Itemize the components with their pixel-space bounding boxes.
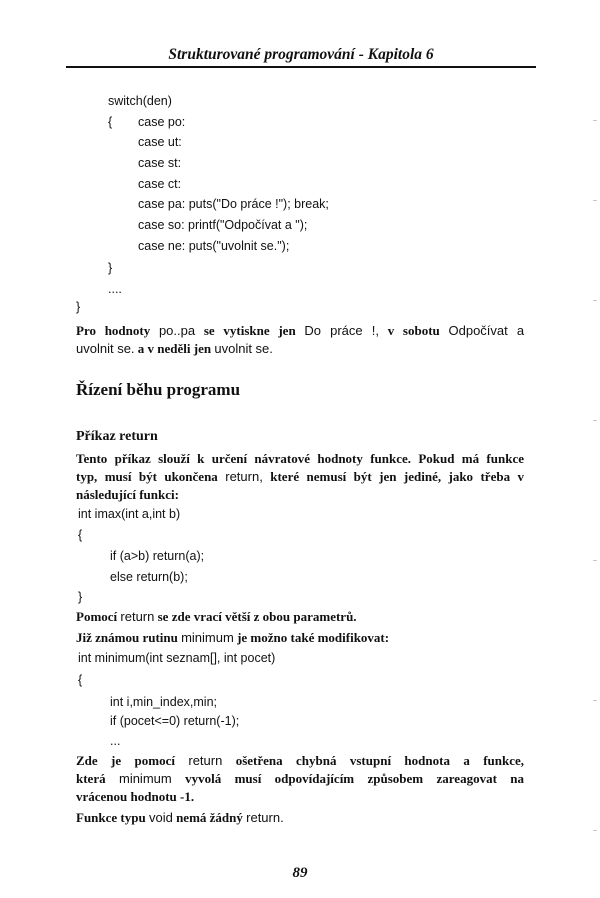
code-line: ...	[110, 734, 121, 748]
text-run: která	[76, 771, 106, 786]
paragraph-line	[76, 468, 524, 486]
header-rule	[66, 66, 536, 68]
inline-code: return	[120, 609, 155, 624]
inline-code: uvolnit se.	[76, 341, 135, 356]
code-line: {	[108, 115, 113, 129]
paragraph-line	[76, 770, 524, 788]
code-line: case so: printf("Odpočívat a ");	[138, 218, 308, 232]
paragraph-line	[76, 629, 524, 647]
code-line: case pa: puts("Do práce !"); break;	[138, 197, 329, 211]
scan-edge-mark	[593, 830, 597, 831]
paragraph-line	[76, 450, 524, 468]
code-line: }	[108, 261, 113, 275]
inline-code: Do práce !,	[304, 323, 379, 338]
page-number: 89	[292, 865, 308, 881]
text-run: v sobotu	[387, 323, 440, 338]
text-run: Pro hodnoty	[76, 323, 151, 338]
text-run: se vytiskne jen	[203, 323, 296, 338]
inline-code: void	[148, 810, 173, 825]
text-run: vrácenou hodnotu -1.	[76, 789, 195, 804]
paragraph-line	[76, 788, 524, 806]
scan-edge-mark	[593, 560, 597, 561]
scan-edge-mark	[593, 200, 597, 201]
text-run: Funkce typu	[76, 810, 146, 825]
inline-code: Odpočívat a	[448, 323, 525, 338]
inline-code: return,	[225, 469, 263, 484]
inline-code: minimum	[118, 771, 172, 786]
scan-edge-mark	[593, 120, 597, 121]
code-line: {	[78, 528, 83, 542]
paragraph-line	[76, 486, 524, 504]
text-run: je možno také modifikovat:	[237, 630, 390, 645]
running-header: Strukturované programování - Kapitola 6	[168, 46, 434, 63]
code-line: int minimum(int seznam[], int pocet)	[78, 651, 276, 665]
subsection-heading: Příkaz return	[76, 429, 158, 444]
inline-code: minimum	[181, 630, 234, 645]
inline-code: return	[188, 753, 223, 768]
scan-edge-mark	[593, 700, 597, 701]
text-run: vyvolá musí odpovídajícím způsobem zareagovat na	[185, 771, 524, 786]
code-line: case ne: puts("uvolnit se.");	[138, 239, 290, 253]
inline-code: return.	[246, 810, 284, 825]
paragraph-line	[76, 340, 524, 358]
scan-edge-mark	[593, 420, 597, 421]
paragraph-line	[76, 809, 524, 827]
paragraph-line	[76, 752, 524, 770]
code-line: case ct:	[138, 177, 182, 191]
code-line: case st:	[138, 156, 182, 170]
text-run: a v neděli jen	[137, 341, 212, 356]
text-run: následující funkci:	[76, 487, 179, 502]
paragraph	[76, 322, 524, 340]
text-run: které nemusí být jen jediné, jako třeba v	[270, 469, 524, 484]
code-line: case po:	[138, 115, 186, 129]
text-run: ošetřena chybná vstupní hodnota a funkce,	[235, 753, 525, 768]
code-line: int i,min_index,min;	[110, 695, 217, 709]
paragraph-line	[76, 608, 524, 626]
code-line: {	[78, 673, 83, 687]
text-run: typ, musí být ukončena	[76, 469, 218, 484]
code-line: ....	[108, 282, 122, 296]
inline-code: uvolnit se.	[214, 341, 273, 356]
text-run: Tento příkaz slouží k určení návratové hodnoty funkce. Pokud má funkce	[76, 451, 524, 466]
code-line: else return(b);	[110, 570, 188, 584]
code-line: if (pocet<=0) return(-1);	[110, 714, 240, 728]
code-line: if (a>b) return(a);	[110, 549, 205, 563]
text-run: Již známou rutinu	[76, 630, 178, 645]
section-heading: Řízení běhu programu	[76, 380, 241, 399]
text-run: se zde vrací větší z obou parametrů.	[157, 609, 357, 624]
text-run: nemá žádný	[176, 810, 243, 825]
inline-code: po..pa	[158, 323, 196, 338]
code-line: int imax(int a,int b)	[78, 507, 181, 521]
scan-edge-mark	[593, 300, 597, 301]
code-line: }	[78, 590, 83, 604]
text-run: Pomocí	[76, 609, 118, 624]
text-run: Zde je pomocí	[76, 753, 175, 768]
code-line: }	[76, 300, 81, 314]
code-line: switch(den)	[108, 94, 172, 108]
code-line: case ut:	[138, 135, 182, 149]
